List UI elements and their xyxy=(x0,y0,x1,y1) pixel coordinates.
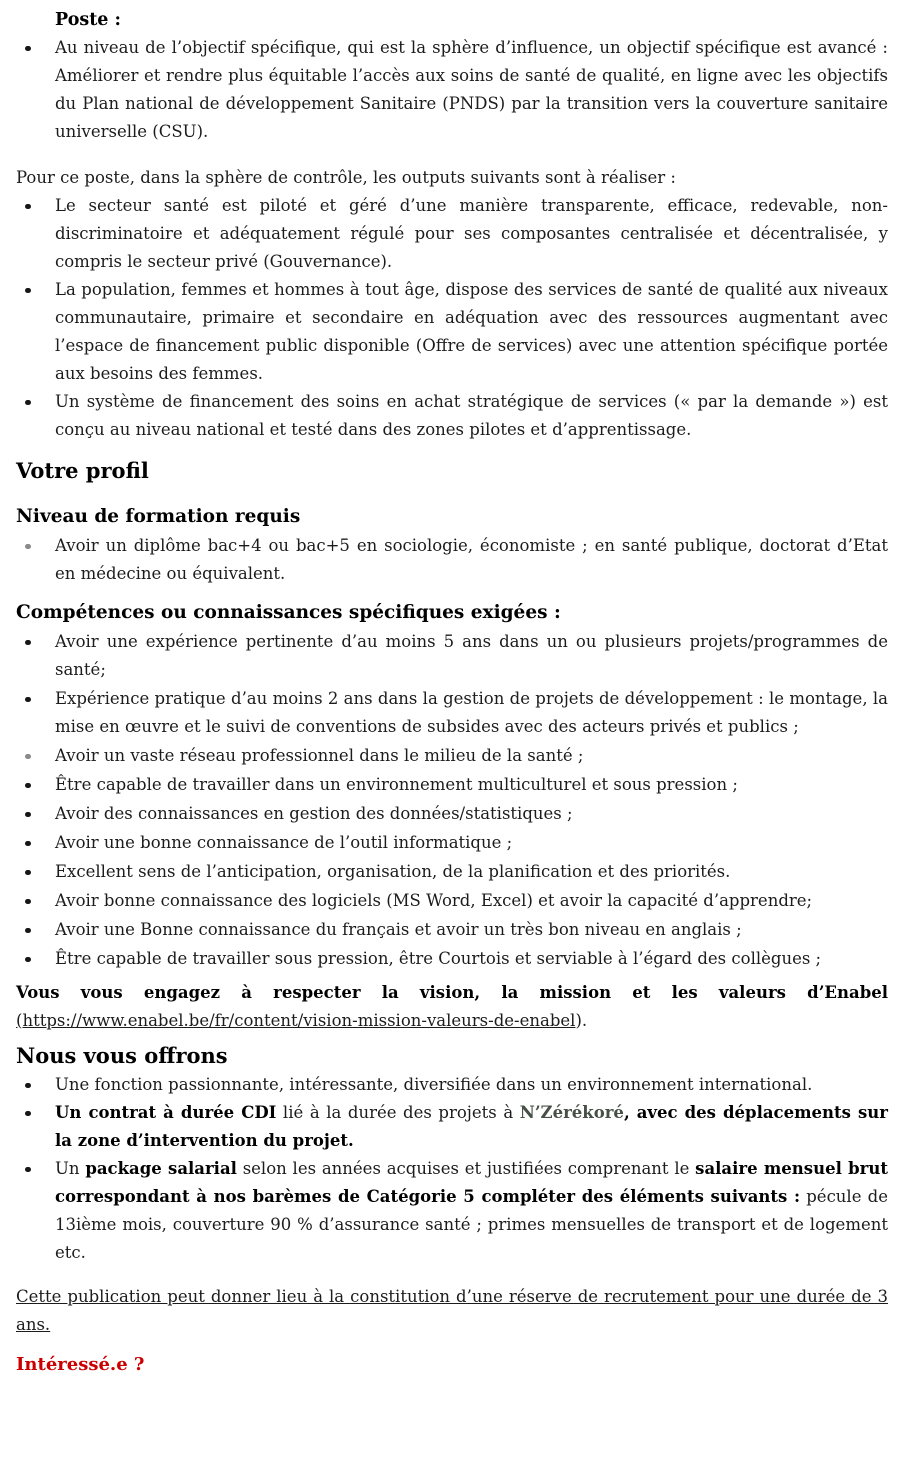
competence-item: Être capable de travailler dans un environnement multiculturel et sous pression ; xyxy=(16,771,888,799)
poste-heading: Poste : xyxy=(55,10,121,30)
output-item: Le secteur santé est piloté et géré d’une manière transparente, efficace, redevable, non-discriminatoire et adéquatement régulé pour ses composantes centralisée et décentralisée, y compris le secteur privé (Gouvernance). xyxy=(16,192,888,276)
formation-heading: Niveau de formation requis xyxy=(16,506,301,527)
competence-item: Expérience pratique d’au moins 2 ans dans la gestion de projets de développement : le montage, la mise en œuvre et le suivi de conventions de subsides avec des acteurs privés et publics ; xyxy=(16,685,888,741)
formation-item: Avoir un diplôme bac+4 ou bac+5 en sociologie, économiste ; en santé publique, doctorat d’Etat en médecine ou équivalent. xyxy=(16,532,888,588)
poste-bullet-item: Au niveau de l’objectif spécifique, qui est la sphère d’influence, un objectif spécifique est avancé : Améliorer et rendre plus équitable l’accès aux soins de santé de qualité, en ligne avec les objectifs du Plan national de développement Sanitaire (PNDS) par la transition vers la couverture sanitaire universelle (CSU). xyxy=(16,34,888,146)
competence-item: Avoir une expérience pertinente d’au moins 5 ans dans un ou plusieurs projets/programmes de santé; xyxy=(16,628,888,684)
link-open-paren: ( xyxy=(16,1011,23,1030)
outputs-list xyxy=(16,192,888,444)
job-posting-document xyxy=(16,6,888,1379)
link-url-text: https://www.enabel.be/fr/content/vision-mission-valeurs-de-enabel xyxy=(22,1011,576,1030)
reserve-note: Cette publication peut donner lieu à la constitution d’une réserve de recrutement pour une durée de 3 ans. xyxy=(16,1287,888,1334)
competence-item: Avoir un vaste réseau professionnel dans le milieu de la santé ; xyxy=(16,742,888,770)
offer-item-function: Une fonction passionnante, intéressante, diversifiée dans un environnement international. xyxy=(16,1071,888,1099)
salary-regular-1: Un xyxy=(55,1159,86,1178)
contract-regular-text: lié à la durée des projets à xyxy=(276,1103,520,1122)
competence-item: Excellent sens de l’anticipation, organisation, de la planification et des priorités. xyxy=(16,858,888,886)
competence-item: Avoir des connaissances en gestion des données/statistiques ; xyxy=(16,800,888,828)
formation-list xyxy=(16,532,888,588)
offers-list xyxy=(16,1071,888,1267)
output-item: La population, femmes et hommes à tout âge, dispose des services de santé de qualité aux niveaux communautaire, primaire et secondaire en adéquation avec des ressources augmentant avec l’espace de financement public disponible (Offre de services) avec une attention spécifique portée aux besoins des femmes. xyxy=(16,276,888,388)
contract-bold-text-2: , avec des déplacements sur la zone d’intervention du projet. xyxy=(55,1103,888,1150)
engagement-closing: ). xyxy=(575,1011,588,1030)
salary-regular-3: pécule de 13ième mois, couverture 90 % d’assurance santé ; primes mensuelles de transport et de logement etc. xyxy=(55,1187,888,1262)
enabel-values-link[interactable] xyxy=(16,1011,575,1030)
competence-item: Être capable de travailler sous pression, être Courtois et serviable à l’égard des collègues ; xyxy=(16,945,888,973)
engagement-bold-text: Vous vous engagez à respecter la vision, la mission et les valeurs d’Enabel xyxy=(16,983,888,1002)
poste-bullet-list xyxy=(16,34,888,146)
offer-item-salary xyxy=(16,1155,888,1267)
offers-heading: Nous vous offrons xyxy=(16,1043,228,1068)
competence-item: Avoir bonne connaissance des logiciels (MS Word, Excel) et avoir la capacité d’apprendre; xyxy=(16,887,888,915)
interested-heading: Intéressé.e ? xyxy=(16,1354,145,1375)
salary-bold-2: salaire mensuel brut correspondant à nos barèmes de Catégorie 5 compléter des éléments suivants : xyxy=(55,1159,888,1206)
location-name: N’Zérékoré xyxy=(519,1103,624,1122)
offer-item-contract xyxy=(16,1099,888,1155)
competences-list xyxy=(16,628,888,973)
engagement-paragraph xyxy=(16,979,888,1035)
profil-heading: Votre profil xyxy=(16,458,149,483)
salary-bold-1: package salarial xyxy=(85,1159,237,1178)
contract-bold-text: Un contrat à durée CDI xyxy=(55,1103,277,1122)
outputs-intro: Pour ce poste, dans la sphère de contrôle, les outputs suivants sont à réaliser : xyxy=(16,168,676,187)
salary-regular-2: selon les années acquises et justifiées comprenant le xyxy=(236,1159,696,1178)
competence-item: Avoir une Bonne connaissance du français et avoir un très bon niveau en anglais ; xyxy=(16,916,888,944)
output-item: Un système de financement des soins en achat stratégique de services (« par la demande ») est conçu au niveau national et testé dans des zones pilotes et d’apprentissage. xyxy=(16,388,888,444)
competences-heading: Compétences ou connaissances spécifiques exigées : xyxy=(16,602,561,623)
competence-item: Avoir une bonne connaissance de l’outil informatique ; xyxy=(16,829,888,857)
